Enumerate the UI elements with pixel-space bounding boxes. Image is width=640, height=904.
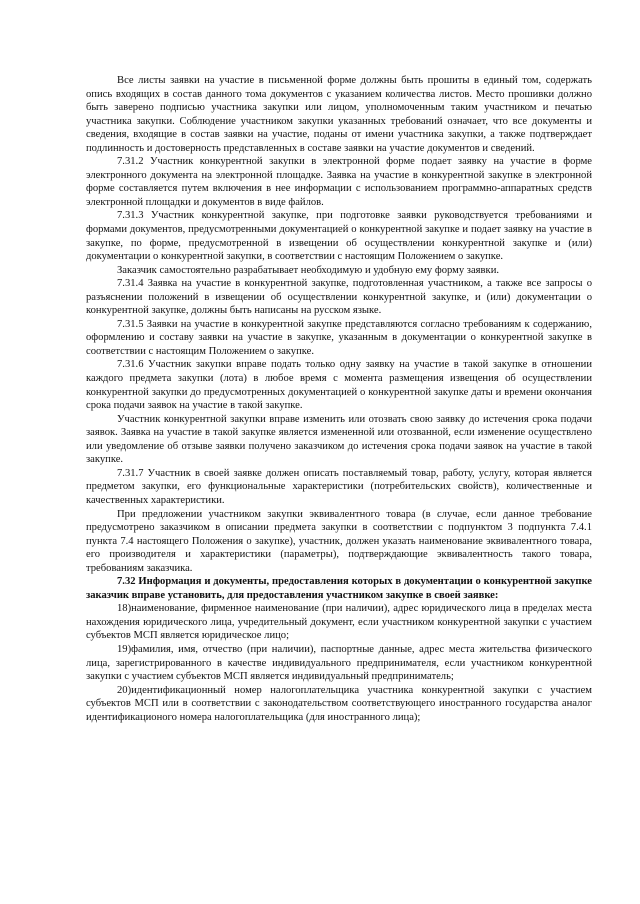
paragraph-binding-requirements: Все листы заявки на участие в письменной форме должны быть прошиты в единый том, содержать опись входящих в состав данного тома документов с указанием количества листов. Место прошивки должно быть заверено подписью участника закупки или лицом, уполномоченным таким участником и печатью участника закупки. Соблюдение участником закупки указанных требований означает, что все документы и сведения, входящие в состав заявки на участие, поданы от имени участника закупки, а также подтверждает подлинность и достоверность представленных в составе заявки на участие документов и сведений. bbox=[86, 75, 592, 154]
list-item-19: 19)фамилия, имя, отчество (при наличии), паспортные данные, адрес места жительства физического лица, зарегистрированного в качестве индивидуального предпринимателя, если участником конкурентной закупки с участием субъектов МСП является индивидуальный предприниматель; bbox=[86, 643, 592, 683]
paragraph-equivalent-goods: При предложении участником закупки эквивалентного товара (в случае, если данное требование предусмотрено заказчиком в описании предмета закупки в соответствии с подпунктом 3 подпункта 7.4.1 пункта 7.4 настоящего Положения о закупке), участник, должен указать наименование эквивалентного товара, его производителя и характеристики (параметры), подтверждающие эквивалентность такого товара, требованиям заказчика. bbox=[86, 508, 592, 574]
document-page bbox=[86, 74, 592, 724]
paragraph-customer-form: Заказчик самостоятельно разрабатывает необходимую и удобную ему форму заявки. bbox=[117, 264, 500, 276]
paragraph-7-31-4: 7.31.4 Заявка на участие в конкурентной закупке, подготовленная участником, а также все запросы о разъяснении положений в извещении об осуществлении конкурентной закупке, и (или) документации о конкурентной закупке, должны быть написаны на русском языке. bbox=[86, 278, 592, 317]
heading-7-32: 7.32 Информация и документы, предоставления которых в документации о конкурентной закупке заказчик вправе установить, для предоставления участником закупке в своей заявке: bbox=[86, 576, 592, 601]
paragraph-7-31-3: 7.31.3 Участник конкурентной закупке, при подготовке заявки руководствуется требованиями и формами документов, предусмотренными документацией о конкурентной закупке и подает заявку на участие в закупке, по форме, предусмотренной в извещении об осуществлении конкурентной закупке и (или) документации о конкурентной закупки, в соответствии с настоящим Положением о закупке. bbox=[86, 210, 592, 263]
paragraph-7-31-7: 7.31.7 Участник в своей заявке должен описать поставляемый товар, работу, услугу, которая является предметом закупки, его функциональные характеристики (потребительских свойств), количественные и качественных характеристики. bbox=[86, 467, 592, 506]
paragraph-7-31-6: 7.31.6 Участник закупки вправе подать только одну заявку на участие в такой закупке в отношении каждого предмета закупки (лота) в любое время с момента размещения извещения об осуществлении конкурентной закупки до предусмотренных документацией о конкурентной закупке даты и времени окончания срока подачи заявок на участие в такой закупке. bbox=[86, 359, 592, 412]
paragraph-withdraw-application: Участник конкурентной закупки вправе изменить или отозвать свою заявку до истечения срока подачи заявок. Заявка на участие в такой закупке является измененной или отозванной, если изменение осуществлено или уведомление об отзыве заявки получено заказчиком до истечения срока подачи заявок на участие в такой закупке. bbox=[86, 413, 592, 466]
paragraph-7-31-5: 7.31.5 Заявки на участие в конкурентной закупке представляются согласно требованиям к содержанию, оформлению и составу заявки на участие в закупке, указанным в документации о конкурентной закупке в соответствии с настоящим Положением о закупке. bbox=[86, 318, 592, 357]
list-item-18: 18)наименование, фирменное наименование (при наличии), адрес юридического лица в пределах места нахождения юридического лица, учредительный документ, если участником конкурентной закупки с участием субъектов МСП является юридическое лицо; bbox=[86, 603, 592, 642]
paragraph-7-31-2: 7.31.2 Участник конкурентной закупки в электронной форме подает заявку на участие в форме электронного документа на электронной площадке. Заявка на участие в конкурентной закупке в электронной форме составляется путем включения в нее информации с использованием программно-аппаратных средств электронной площадки и документов в виде файлов. bbox=[86, 156, 592, 208]
list-item-20: 20)идентификационный номер налогоплательщика участника конкурентной закупки с участием субъектов МСП или в соответствии с законодательством соответствующего иностранного государства аналог идентификационого номера налогоплательщика (для иностранного лица); bbox=[86, 684, 592, 723]
